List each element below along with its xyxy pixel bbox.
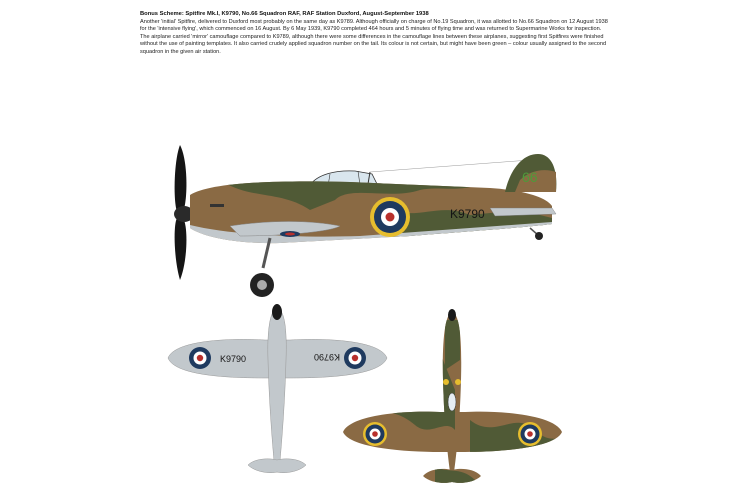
side-profile-view: [160, 140, 570, 305]
fuselage-roundel: [370, 197, 410, 237]
underwing-serial-left: K9790: [220, 354, 247, 364]
fuselage-serial: K9790: [450, 207, 485, 221]
underwing-serial-right: K9790: [313, 352, 340, 362]
squadron-number: 66: [522, 169, 538, 185]
fuselage-roundel-left-edge: [443, 379, 449, 385]
paragraph-history: Another 'initial' Spitfire, delivered to Duxford most probably on the same day as K9789. Although officially on charge of No.19 Squadron, it was allotted to No.66 Squadron on 12 August 1938 for the 'intensive flying', which commenced on 16 August. By 6 May 1939, K9790 completed 464 hours and 5 minutes of flying time and was returned to Supermarine Works for inspection.: [140, 18, 608, 33]
upperwing-roundel-left: [363, 422, 387, 446]
underside-fuselage: [268, 308, 286, 472]
fuselage: [160, 140, 570, 305]
top-canopy: [448, 393, 456, 411]
tail-wheel: [530, 228, 543, 240]
scheme-heading: Bonus Scheme: Spitfire Mk.I, K9790, No.66 Squadron RAF, RAF Station Duxford, August-September 1938: [140, 11, 429, 17]
top-view: [335, 300, 570, 490]
main-undercarriage: [250, 238, 274, 297]
paragraph-camouflage: The airplane carried 'mirror' camouflage compared to K9789, although there were some differences in the camouflage lines between these airplanes, suggesting first Spitfires were finished without the use of painting templates. It also carried crudely applied squadron number on the tail. Its colour is not certain, but might have been green – colour usually assigned to the second squadron in the given air station.: [140, 33, 607, 55]
description-block: [140, 11, 610, 56]
underwing-roundel-left: [189, 347, 211, 369]
upperwing-roundel-right: [518, 422, 542, 446]
